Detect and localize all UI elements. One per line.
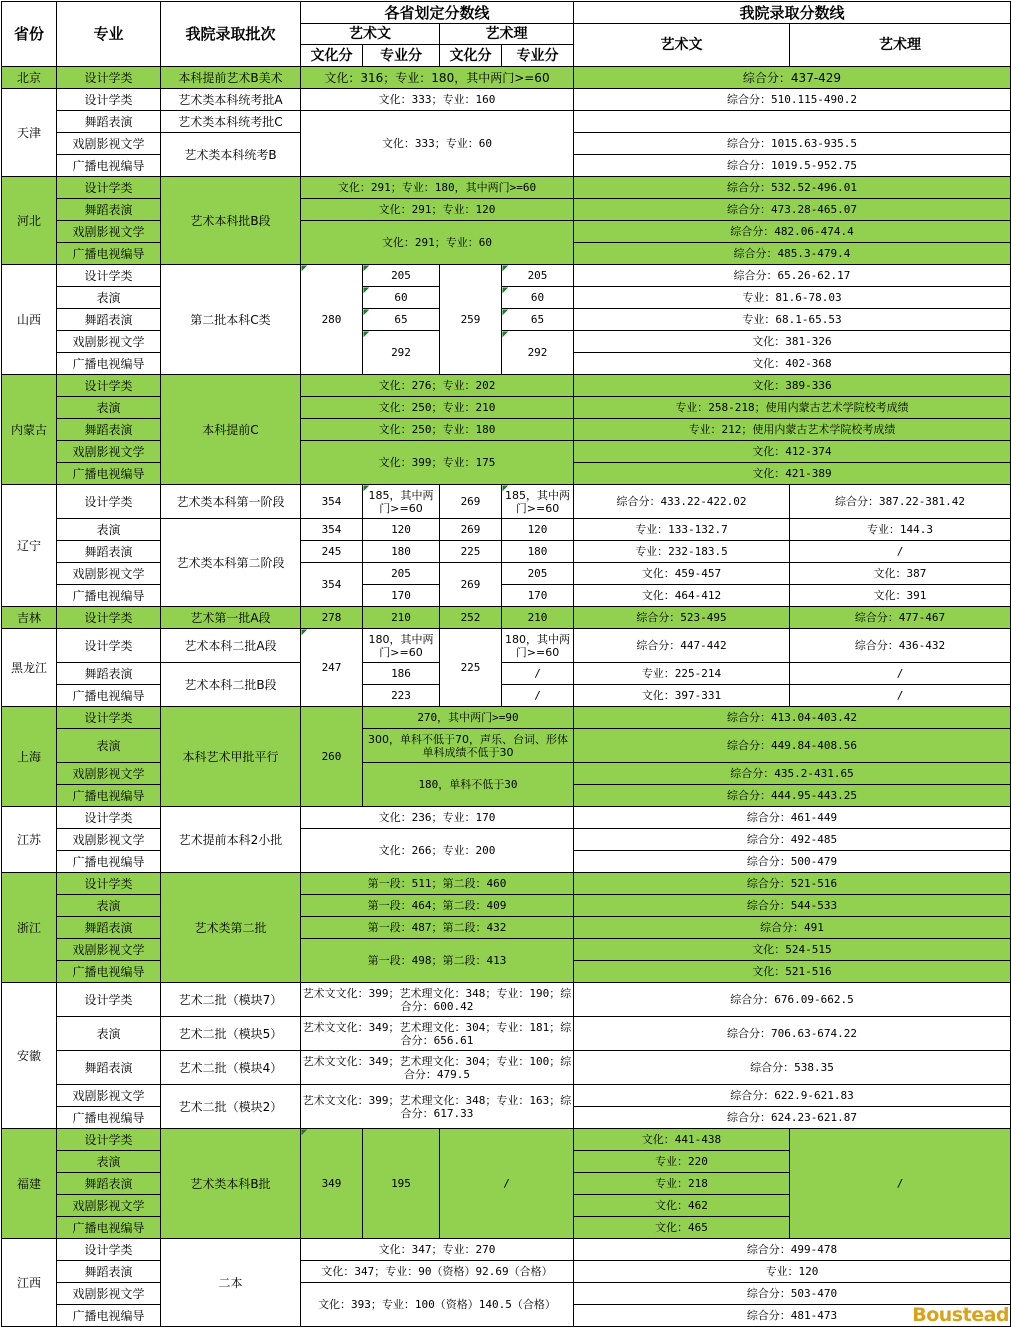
table-cell: 本科提前艺术B美术 <box>161 67 301 89</box>
table-row <box>2 519 1011 541</box>
table-cell: 广播电视编导 <box>57 243 161 265</box>
table-cell: 舞蹈表演 <box>57 309 161 331</box>
table-cell: 北京 <box>2 67 57 89</box>
table-cell: 舞蹈表演 <box>57 199 161 221</box>
table-row <box>2 67 1011 89</box>
table-cell: 综合分：461-449 <box>574 807 1011 829</box>
table-cell: 综合分：538.35 <box>574 1051 1011 1085</box>
table-cell: 225 <box>440 541 502 563</box>
table-cell: 292 <box>502 331 574 375</box>
table-row <box>2 485 1011 519</box>
table-row <box>2 685 1011 707</box>
table-cell: 综合分：481-473 <box>574 1305 1011 1327</box>
table-cell: 文化：236；专业：170 <box>301 807 574 829</box>
table-cell: 艺术本科二批A段 <box>161 629 301 663</box>
table-cell: 180，其中两门>=60 <box>363 629 440 663</box>
table-cell: 江苏 <box>2 807 57 873</box>
table-cell: 综合分：510.115-490.2 <box>574 89 1011 111</box>
table-row <box>2 895 1011 917</box>
table-row <box>2 939 1011 961</box>
table-cell: 表演 <box>57 895 161 917</box>
table-row <box>2 1085 1011 1107</box>
table-cell: 艺术文文化：349；艺术理文化：304；专业：100；综合分：479.5 <box>301 1051 574 1085</box>
table-cell: 综合分：532.52-496.01 <box>574 177 1011 199</box>
table-cell: 艺术第一批A段 <box>161 607 301 629</box>
header-college-science: 艺术理 <box>790 24 1011 67</box>
table-cell: 戏剧影视文学 <box>57 331 161 353</box>
table-cell: 文化：347；专业：270 <box>301 1239 574 1261</box>
table-row <box>2 807 1011 829</box>
table-cell: 文化：333；专业：60 <box>301 111 574 177</box>
table-cell: 综合分：499-478 <box>574 1239 1011 1261</box>
table-cell: 252 <box>440 607 502 629</box>
table-cell: 第一段：464；第二段：409 <box>301 895 574 917</box>
table-cell: 戏剧影视文学 <box>57 133 161 155</box>
table-cell: 天津 <box>2 89 57 177</box>
table-cell: 270，其中两门>=90 <box>363 707 574 729</box>
table-cell: 259 <box>440 265 502 375</box>
table-cell: 广播电视编导 <box>57 1305 161 1327</box>
table-cell: 文化：381-326 <box>574 331 1011 353</box>
table-cell: 戏剧影视文学 <box>57 1085 161 1107</box>
table-cell: / <box>790 1129 1011 1239</box>
table-cell: 艺术文文化：349；艺术理文化：304；专业：181；综合分：656.61 <box>301 1017 574 1051</box>
table-cell: 戏剧影视文学 <box>57 441 161 463</box>
table-cell: 专业：218 <box>574 1173 790 1195</box>
table-cell: 210 <box>502 607 574 629</box>
table-cell: 表演 <box>57 397 161 419</box>
table-cell: 表演 <box>57 1017 161 1051</box>
table-cell: 设计学类 <box>57 265 161 287</box>
table-cell: 文化：441-438 <box>574 1129 790 1151</box>
watermark-logo: Boustead <box>912 1304 1009 1326</box>
table-cell: 综合分：473.28-465.07 <box>574 199 1011 221</box>
table-cell: 文化：266；专业：200 <box>301 829 574 873</box>
table-row <box>2 375 1011 397</box>
table-cell <box>574 111 1011 133</box>
table-cell: 专业：232-183.5 <box>574 541 790 563</box>
table-row <box>2 763 1011 785</box>
table-cell: 综合分：676.09-662.5 <box>574 983 1011 1017</box>
table-cell: 278 <box>301 607 363 629</box>
table-cell: 综合分：1019.5-952.75 <box>574 155 1011 177</box>
table-cell: 本科提前C <box>161 375 301 485</box>
table-cell: 戏剧影视文学 <box>57 1283 161 1305</box>
table-cell: 223 <box>363 685 440 707</box>
table-row <box>2 629 1011 663</box>
table-row <box>2 199 1011 221</box>
table-cell: 245 <box>301 541 363 563</box>
table-cell: 艺术类本科B批 <box>161 1129 301 1239</box>
table-cell: 文化：524-515 <box>574 939 1011 961</box>
table-cell: 上海 <box>2 707 57 807</box>
table-row <box>2 441 1011 463</box>
table-cell: 60 <box>363 287 440 309</box>
table-row <box>2 1261 1011 1283</box>
table-row <box>2 829 1011 851</box>
table-cell: 艺术类本科第一阶段 <box>161 485 301 519</box>
table-row <box>2 873 1011 895</box>
table-cell: 综合分：449.84-408.56 <box>574 729 1011 763</box>
table-cell: 文化：291；专业：60 <box>301 221 574 265</box>
header-major: 专业 <box>57 2 161 67</box>
table-cell: 文化：333；专业：160 <box>301 89 574 111</box>
table-cell: 第一段：511；第二段：460 <box>301 873 574 895</box>
table-row <box>2 707 1011 729</box>
table-row <box>2 177 1011 199</box>
table-cell: 二本 <box>161 1239 301 1327</box>
table-cell: 广播电视编导 <box>57 155 161 177</box>
table-row <box>2 541 1011 563</box>
header-college-lines: 我院录取分数线 <box>574 2 1011 24</box>
table-cell: 综合分：500-479 <box>574 851 1011 873</box>
table-cell: 广播电视编导 <box>57 785 161 807</box>
table-cell: / <box>790 685 1011 707</box>
table-cell: 综合分：444.95-443.25 <box>574 785 1011 807</box>
table-cell: 综合分：485.3-479.4 <box>574 243 1011 265</box>
table-cell: 文化：402-368 <box>574 353 1011 375</box>
table-row <box>2 419 1011 441</box>
table-row <box>2 663 1011 685</box>
table-cell: 综合分：491 <box>574 917 1011 939</box>
header-science: 艺术理 <box>440 24 574 45</box>
table-row <box>2 265 1011 287</box>
table-cell: 专业：258-218；使用内蒙古艺术学院校考成绩 <box>574 397 1011 419</box>
table-cell: 设计学类 <box>57 1239 161 1261</box>
table-cell: 艺术本科二批B段 <box>161 663 301 707</box>
table-cell: 艺术二批（模块7） <box>161 983 301 1017</box>
table-cell: 综合分：503-470 <box>574 1283 1011 1305</box>
table-cell: 文化：391 <box>790 585 1011 607</box>
table-cell: 65 <box>363 309 440 331</box>
table-cell: 60 <box>502 287 574 309</box>
table-cell: 综合分：413.04-403.42 <box>574 707 1011 729</box>
table-row <box>2 983 1011 1017</box>
table-row <box>2 309 1011 331</box>
table-cell: 120 <box>502 519 574 541</box>
table-header <box>2 2 1011 67</box>
table-cell: 内蒙古 <box>2 375 57 485</box>
table-cell: 舞蹈表演 <box>57 1261 161 1283</box>
table-cell: 艺术二批（模块2） <box>161 1085 301 1129</box>
table-cell: 广播电视编导 <box>57 463 161 485</box>
table-cell: 文化：464-412 <box>574 585 790 607</box>
table-cell: 综合分：523-495 <box>574 607 790 629</box>
table-cell: 专业：120 <box>574 1261 1011 1283</box>
table-cell: 第一段：487；第二段：432 <box>301 917 574 939</box>
table-cell: 表演 <box>57 729 161 763</box>
table-cell: 354 <box>301 563 363 607</box>
table-cell: 文化：291；专业：180，其中两门>=60 <box>301 177 574 199</box>
table-cell: 170 <box>502 585 574 607</box>
table-row <box>2 89 1011 111</box>
table-cell: 第二批本科C类 <box>161 265 301 375</box>
table-cell: 文化：291；专业：120 <box>301 199 574 221</box>
table-cell: 艺术类本科统考批C <box>161 111 301 133</box>
table-cell: 综合分：624.23-621.87 <box>574 1107 1011 1129</box>
table-cell: 表演 <box>57 287 161 309</box>
table-cell: 综合分：433.22-422.02 <box>574 485 790 519</box>
table-cell: 戏剧影视文学 <box>57 829 161 851</box>
header-province: 省份 <box>2 2 57 67</box>
header-arts-culture: 文化分 <box>301 45 363 67</box>
table-row <box>2 729 1011 763</box>
table-cell: 戏剧影视文学 <box>57 763 161 785</box>
table-row <box>2 917 1011 939</box>
table-cell: 戏剧影视文学 <box>57 1195 161 1217</box>
table-cell: 专业：68.1-65.53 <box>574 309 1011 331</box>
table-cell: 设计学类 <box>57 629 161 663</box>
header-provincial-lines: 各省划定分数线 <box>301 2 574 24</box>
table-cell: 354 <box>301 485 363 519</box>
table-cell: 300，单科不低于70，声乐、台词、形体单科成绩不低于30 <box>363 729 574 763</box>
table-cell: 综合分：544-533 <box>574 895 1011 917</box>
table-cell: 综合分：387.22-381.42 <box>790 485 1011 519</box>
table-cell: 广播电视编导 <box>57 1107 161 1129</box>
table-cell: 舞蹈表演 <box>57 1051 161 1085</box>
admission-score-table <box>1 1 1011 1327</box>
table-cell: 黑龙江 <box>2 629 57 707</box>
table-cell: 文化：521-516 <box>574 961 1011 983</box>
table-cell: 205 <box>363 265 440 287</box>
table-cell: 文化：387 <box>790 563 1011 585</box>
table-cell: 广播电视编导 <box>57 1217 161 1239</box>
table-cell: 综合分：435.2-431.65 <box>574 763 1011 785</box>
header-science-culture: 文化分 <box>440 45 502 67</box>
table-cell: / <box>502 663 574 685</box>
header-science-professional: 专业分 <box>502 45 574 67</box>
table-cell: 文化：465 <box>574 1217 790 1239</box>
table-cell: 文化：462 <box>574 1195 790 1217</box>
table-cell: 戏剧影视文学 <box>57 221 161 243</box>
table-cell: 设计学类 <box>57 485 161 519</box>
table-cell: / <box>502 685 574 707</box>
table-cell: 综合分：437-429 <box>574 67 1011 89</box>
table-cell: 文化：399；专业：175 <box>301 441 574 485</box>
table-cell: 综合分：436-432 <box>790 629 1011 663</box>
table-row <box>2 585 1011 607</box>
table-cell: 艺术类本科统考B <box>161 133 301 177</box>
table-cell: 综合分：477-467 <box>790 607 1011 629</box>
table-cell: 艺术提前本科2小批 <box>161 807 301 873</box>
table-cell: 艺术本科批B段 <box>161 177 301 265</box>
table-cell: 292 <box>363 331 440 375</box>
table-cell: 安徽 <box>2 983 57 1129</box>
table-cell: 广播电视编导 <box>57 851 161 873</box>
table-cell: 设计学类 <box>57 1129 161 1151</box>
table-cell: 文化：459-457 <box>574 563 790 585</box>
table-cell: 设计学类 <box>57 873 161 895</box>
table-cell: / <box>440 1129 574 1239</box>
table-cell: 浙江 <box>2 873 57 983</box>
table-cell: 设计学类 <box>57 375 161 397</box>
table-cell: 艺术文文化：399；艺术理文化：348；专业：190；综合分：600.42 <box>301 983 574 1017</box>
table-cell: / <box>790 541 1011 563</box>
table-cell: 广播电视编导 <box>57 585 161 607</box>
table-cell: 180，其中两门>=60 <box>502 629 574 663</box>
table-cell: 综合分：706.63-674.22 <box>574 1017 1011 1051</box>
table-cell: 269 <box>440 485 502 519</box>
table-cell: 专业：81.6-78.03 <box>574 287 1011 309</box>
table-cell: 文化：316；专业：180，其中两门>=60 <box>301 67 574 89</box>
table-cell: / <box>790 663 1011 685</box>
table-cell: 205 <box>502 563 574 585</box>
table-cell: 180 <box>502 541 574 563</box>
table-cell: 文化：397-331 <box>574 685 790 707</box>
table-cell: 第一段：498；第二段：413 <box>301 939 574 983</box>
table-row <box>2 607 1011 629</box>
table-cell: 文化：412-374 <box>574 441 1011 463</box>
table-cell: 广播电视编导 <box>57 961 161 983</box>
table-cell: 艺术类本科统考批A <box>161 89 301 111</box>
header-arts: 艺术文 <box>301 24 440 45</box>
table-cell: 戏剧影视文学 <box>57 939 161 961</box>
table-cell: 舞蹈表演 <box>57 541 161 563</box>
table-cell: 文化：250；专业：180 <box>301 419 574 441</box>
table-row <box>2 1283 1011 1305</box>
table-cell: 专业：220 <box>574 1151 790 1173</box>
table-cell: 广播电视编导 <box>57 353 161 375</box>
table-cell: 349 <box>301 1129 363 1239</box>
table-cell: 170 <box>363 585 440 607</box>
table-cell: 舞蹈表演 <box>57 419 161 441</box>
table-cell: 吉林 <box>2 607 57 629</box>
table-cell: 河北 <box>2 177 57 265</box>
table-cell: 65 <box>502 309 574 331</box>
table-row <box>2 221 1011 243</box>
table-cell: 设计学类 <box>57 983 161 1017</box>
header-batch: 我院录取批次 <box>161 2 301 67</box>
table-row <box>2 287 1011 309</box>
table-cell: 186 <box>363 663 440 685</box>
header-arts-professional: 专业分 <box>363 45 440 67</box>
table-cell: 文化：347；专业：90（资格）92.69（合格） <box>301 1261 574 1283</box>
table-cell: 设计学类 <box>57 707 161 729</box>
table-cell: 专业：133-132.7 <box>574 519 790 541</box>
table-cell: 设计学类 <box>57 807 161 829</box>
table-row <box>2 1051 1011 1085</box>
table-cell: 综合分：65.26-62.17 <box>574 265 1011 287</box>
table-cell: 文化：276；专业：202 <box>301 375 574 397</box>
table-cell: 舞蹈表演 <box>57 1173 161 1195</box>
table-cell: 专业：225-214 <box>574 663 790 685</box>
table-cell: 综合分：447-442 <box>574 629 790 663</box>
table-body <box>2 67 1011 1327</box>
table-cell: 江西 <box>2 1239 57 1327</box>
table-cell: 185，其中两门>=60 <box>502 485 574 519</box>
header-college-arts: 艺术文 <box>574 24 790 67</box>
table-cell: 195 <box>363 1129 440 1239</box>
table-row <box>2 331 1011 353</box>
table-cell: 185，其中两门>=60 <box>363 485 440 519</box>
table-cell: 247 <box>301 629 363 707</box>
table-cell: 180，单科不低于30 <box>363 763 574 807</box>
table-cell: 文化：393；专业：100（资格）140.5（合格） <box>301 1283 574 1327</box>
table-cell: 综合分：1015.63-935.5 <box>574 133 1011 155</box>
table-row <box>2 1129 1011 1151</box>
table-row <box>2 1017 1011 1051</box>
table-cell: 表演 <box>57 519 161 541</box>
table-cell: 广播电视编导 <box>57 685 161 707</box>
table-cell: 设计学类 <box>57 89 161 111</box>
table-cell: 设计学类 <box>57 67 161 89</box>
table-row <box>2 397 1011 419</box>
table-cell: 280 <box>301 265 363 375</box>
table-cell: 舞蹈表演 <box>57 111 161 133</box>
table-cell: 120 <box>363 519 440 541</box>
table-cell: 354 <box>301 519 363 541</box>
table-cell: 综合分：482.06-474.4 <box>574 221 1011 243</box>
table-cell: 225 <box>440 629 502 707</box>
table-cell: 艺术二批（模块5） <box>161 1017 301 1051</box>
table-cell: 269 <box>440 563 502 607</box>
table-cell: 山西 <box>2 265 57 375</box>
table-cell: 戏剧影视文学 <box>57 563 161 585</box>
table-row <box>2 563 1011 585</box>
table-cell: 205 <box>502 265 574 287</box>
table-row <box>2 111 1011 133</box>
table-cell: 舞蹈表演 <box>57 917 161 939</box>
table-cell: 专业：144.3 <box>790 519 1011 541</box>
table-cell: 艺术文文化：399；艺术理文化：348；专业：163；综合分：617.33 <box>301 1085 574 1129</box>
table-cell: 表演 <box>57 1151 161 1173</box>
table-cell: 文化：389-336 <box>574 375 1011 397</box>
table-cell: 艺术类第二批 <box>161 873 301 983</box>
table-cell: 辽宁 <box>2 485 57 607</box>
table-cell: 舞蹈表演 <box>57 663 161 685</box>
table-cell: 设计学类 <box>57 607 161 629</box>
table-cell: 艺术类本科第二阶段 <box>161 519 301 607</box>
table-cell: 艺术二批（模块4） <box>161 1051 301 1085</box>
table-cell: 综合分：521-516 <box>574 873 1011 895</box>
table-cell: 文化：250；专业：210 <box>301 397 574 419</box>
table-cell: 设计学类 <box>57 177 161 199</box>
table-row <box>2 1239 1011 1261</box>
table-cell: 本科艺术甲批平行 <box>161 707 301 807</box>
table-cell: 180 <box>363 541 440 563</box>
table-cell: 260 <box>301 707 363 807</box>
table-cell: 综合分：622.9-621.83 <box>574 1085 1011 1107</box>
table-cell: 205 <box>363 563 440 585</box>
table-cell: 文化：421-389 <box>574 463 1011 485</box>
table-cell: 269 <box>440 519 502 541</box>
table-cell: 专业：212；使用内蒙古艺术学院校考成绩 <box>574 419 1011 441</box>
table-cell: 210 <box>363 607 440 629</box>
table-cell: 综合分：492-485 <box>574 829 1011 851</box>
table-cell: 福建 <box>2 1129 57 1239</box>
